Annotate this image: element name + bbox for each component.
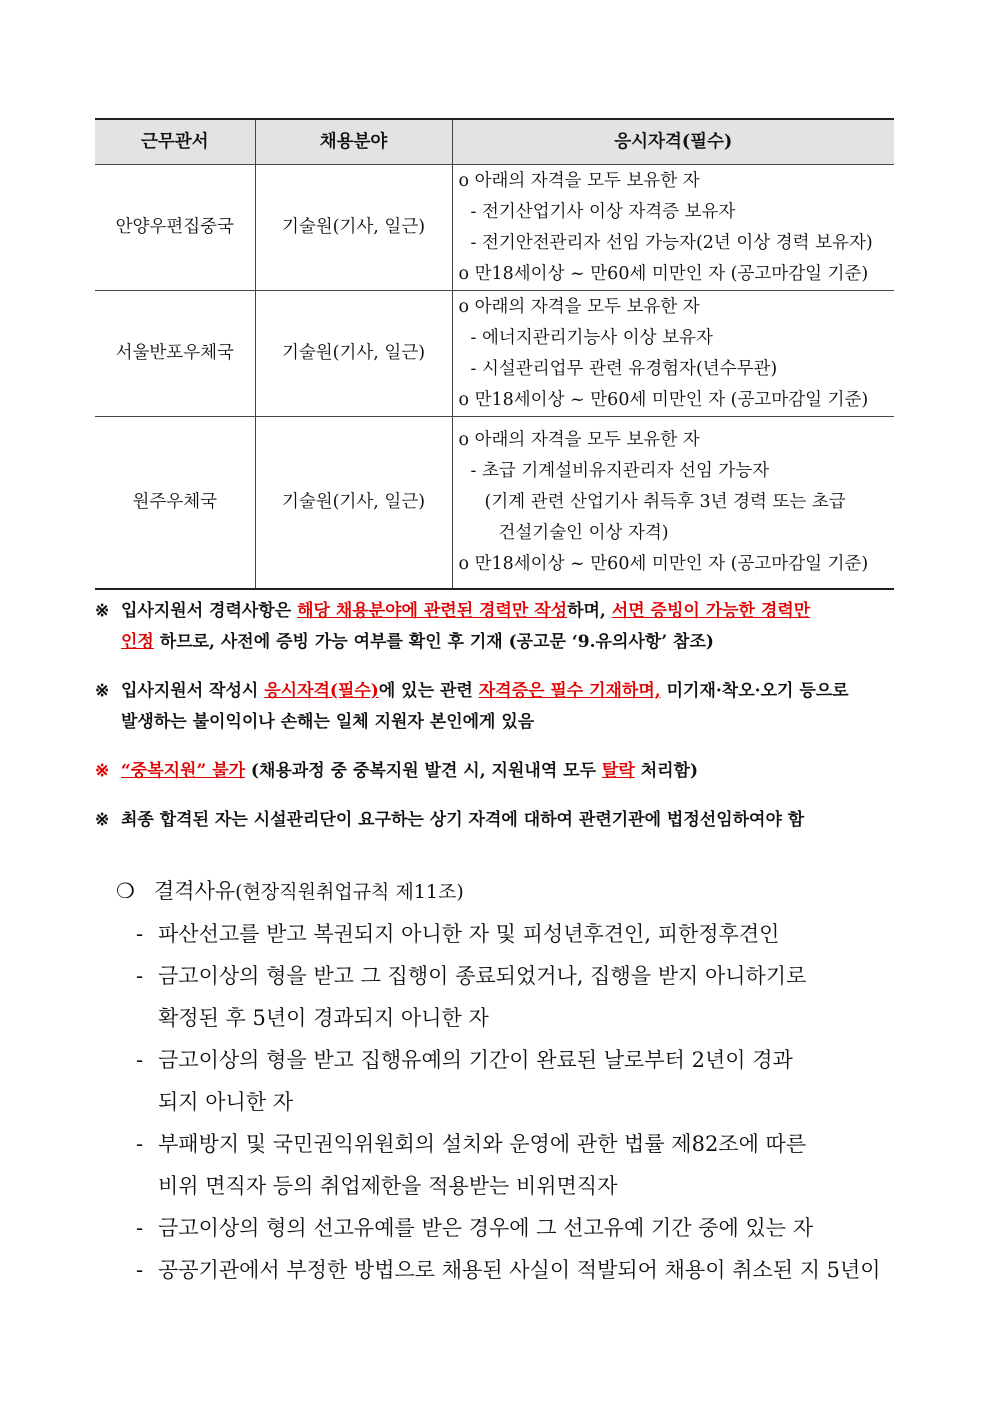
note-segment: 입사지원서 경력사항은 <box>121 601 298 621</box>
reference-mark: ※ <box>95 601 110 621</box>
disqualification-title: 결격사유 <box>154 879 236 903</box>
qual-line: 건설기술인 이상 자격) <box>498 522 669 543</box>
note-highlight: “중복지원” 불가 <box>121 761 246 781</box>
list-item <box>116 1123 906 1207</box>
table-row <box>95 291 894 417</box>
list-item-text <box>158 1249 906 1291</box>
list-item-line: 되지 아니한 자 <box>158 1090 294 1114</box>
list-item-line: 비위 면직자 등의 취업제한을 적용받는 비위면직자 <box>158 1174 618 1198</box>
note-segment: 하며, <box>567 601 612 621</box>
note-text <box>121 596 900 658</box>
note-appointment <box>95 805 900 836</box>
qual-line: o 만18세이상 ~ 만60세 미만인 자 (공고마감일 기준) <box>458 263 869 284</box>
table-row <box>95 417 894 589</box>
list-item <box>116 913 906 955</box>
qualifications-cell <box>452 417 894 589</box>
qual-line: - 전기안전관리자 선임 가능자(2년 이상 경력 보유자) <box>470 232 873 253</box>
qual-line: (기계 관련 산업기사 취득후 3년 경력 또는 초급 <box>484 491 846 512</box>
list-item-line: 확정된 후 5년이 경과되지 아니한 자 <box>158 1006 489 1030</box>
list-item <box>116 1207 906 1249</box>
note-certificate <box>95 676 900 738</box>
qual-line: o 아래의 자격을 모두 보유한 자 <box>458 429 700 450</box>
dash-bullet: - <box>136 922 144 946</box>
dash-bullet: - <box>136 1132 144 1156</box>
note-duplicate <box>95 756 900 787</box>
reference-mark: ※ <box>95 761 110 781</box>
note-segment: 에 있는 관련 <box>378 681 479 701</box>
header-field: 채용분야 <box>255 119 452 165</box>
table-header-row <box>95 119 894 165</box>
note-highlight: 응시자격(필수) <box>264 681 379 701</box>
list-item-line: 금고이상의 형을 받고 그 집행이 종료되었거나, 집행을 받지 아니하기로 <box>158 964 807 988</box>
field-cell: 기술원(기사, 일근) <box>255 417 452 589</box>
list-item-text <box>158 1123 906 1207</box>
qual-line: - 시설관리업무 관련 유경험자(년수무관) <box>470 358 778 379</box>
dash-bullet: - <box>136 1048 144 1072</box>
list-item <box>116 955 906 1039</box>
office-cell: 서울반포우체국 <box>95 291 255 417</box>
qual-line: - 전기산업기사 이상 자격증 보유자 <box>470 201 736 222</box>
list-item-text <box>158 1039 906 1123</box>
header-office: 근무관서 <box>95 119 255 165</box>
office-cell: 안양우편집중국 <box>95 165 255 291</box>
qualifications-cell <box>452 291 894 417</box>
note-segment: 처리함) <box>634 761 699 781</box>
list-item-text <box>158 1207 906 1249</box>
note-segment: 미기재·착오·오기 등으로 <box>660 681 849 701</box>
circle-bullet-icon: ❍ <box>116 879 135 903</box>
note-career <box>95 596 900 658</box>
note-highlight: 자격증은 필수 기재하며, <box>478 681 661 701</box>
qual-line: o 만18세이상 ~ 만60세 미만인 자 (공고마감일 기준) <box>458 389 869 410</box>
disqualification-heading <box>116 870 906 913</box>
disqualification-reference: (현장직원취업규칙 제11조) <box>235 881 464 903</box>
list-item-line: 공공기관에서 부정한 방법으로 채용된 사실이 적발되어 채용이 취소된 지 5년이 <box>158 1258 881 1282</box>
qual-line: - 초급 기계설비유지관리자 선임 가능자 <box>470 460 770 481</box>
list-item <box>116 1249 906 1291</box>
disqualification-section <box>116 870 906 1291</box>
dash-bullet: - <box>136 1258 144 1282</box>
dash-bullet: - <box>136 1216 144 1240</box>
note-highlight: 인정 <box>121 632 154 652</box>
list-item-text <box>158 913 906 955</box>
list-item-line: 파산선고를 받고 복권되지 아니한 자 및 피성년후견인, 피한정후견인 <box>158 922 780 946</box>
reference-mark: ※ <box>95 681 110 701</box>
table-row <box>95 165 894 291</box>
list-item-line: 금고이상의 형의 선고유예를 받은 경우에 그 선고유예 기간 중에 있는 자 <box>158 1216 814 1240</box>
list-item <box>116 1039 906 1123</box>
qual-line: o 만18세이상 ~ 만60세 미만인 자 (공고마감일 기준) <box>458 553 869 574</box>
field-cell: 기술원(기사, 일근) <box>255 165 452 291</box>
qual-line: o 아래의 자격을 모두 보유한 자 <box>458 170 700 191</box>
qualifications-cell <box>452 165 894 291</box>
requirements-table <box>95 118 894 590</box>
note-highlight: 해당 채용분야에 관련된 경력만 작성 <box>297 601 568 621</box>
note-text <box>121 676 900 738</box>
dash-bullet: - <box>136 964 144 988</box>
note-segment: (채용과정 중 중복지원 발견 시, 지원내역 모두 <box>245 761 602 781</box>
note-segment: 발생하는 불이익이나 손해는 일체 지원자 본인에게 있음 <box>121 712 535 732</box>
list-item-line: 금고이상의 형을 받고 집행유예의 기간이 완료된 날로부터 2년이 경과 <box>158 1048 793 1072</box>
office-cell: 원주우체국 <box>95 417 255 589</box>
qual-line: o 아래의 자격을 모두 보유한 자 <box>458 296 700 317</box>
note-highlight: 서면 증빙이 가능한 경력만 <box>611 601 811 621</box>
notes-section <box>95 596 900 854</box>
note-segment: 하므로, 사전에 증빙 가능 여부를 확인 후 기재 (공고문 ‘9.유의사항’ 참조) <box>153 632 714 652</box>
reference-mark: ※ <box>95 810 110 830</box>
list-item-line: 부패방지 및 국민권익위원회의 설치와 운영에 관한 법률 제82조에 따른 <box>158 1132 807 1156</box>
field-cell: 기술원(기사, 일근) <box>255 291 452 417</box>
list-item-text <box>158 955 906 1039</box>
note-highlight: 탈락 <box>601 761 635 781</box>
note-text <box>121 756 900 787</box>
note-segment: 입사지원서 작성시 <box>121 681 265 701</box>
header-qualifications: 응시자격(필수) <box>452 119 894 165</box>
qual-line: - 에너지관리기능사 이상 보유자 <box>470 327 713 348</box>
note-text: 최종 합격된 자는 시설관리단이 요구하는 상기 자격에 대하여 관련기관에 법정선임하여야 함 <box>121 810 805 830</box>
